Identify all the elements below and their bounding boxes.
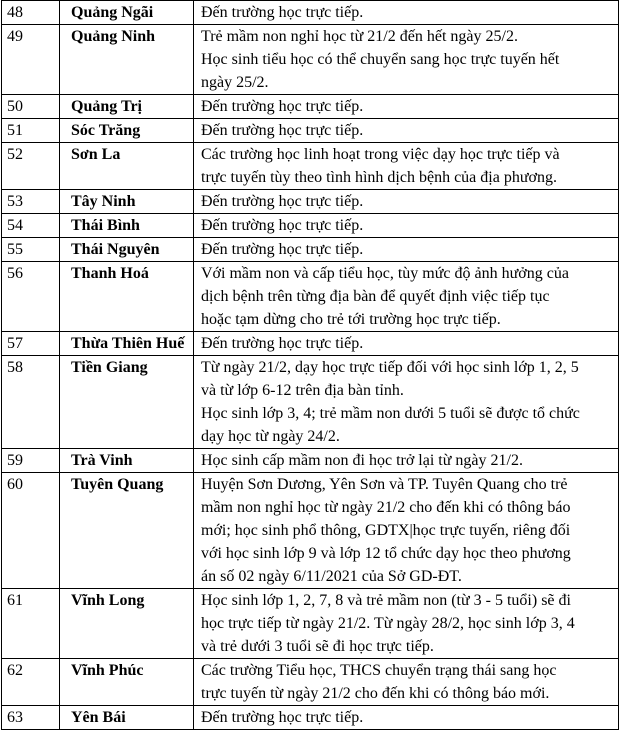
province-name: Trà Vinh <box>60 449 194 473</box>
row-number: 63 <box>2 706 60 730</box>
note-line: Đến trường học trực tiếp. <box>201 217 364 234</box>
province-name: Yên Bái <box>60 706 194 730</box>
note-line: trực tuyến từ ngày 21/2 cho đến khi có thông báo mới. <box>201 685 550 702</box>
note-line: dạy học từ ngày 24/2. <box>201 428 340 445</box>
table-row <box>2 332 619 356</box>
table-row <box>2 1 619 25</box>
province-name: Quảng Ngãi <box>60 1 194 25</box>
table-row <box>2 473 619 589</box>
note-line: Học sinh cấp mầm non đi học trở lại từ ngày 21/2. <box>201 452 523 469</box>
schedule-note <box>194 473 619 589</box>
note-line: trực tuyến tùy theo tình hình dịch bệnh của địa phương. <box>201 169 557 186</box>
row-number: 49 <box>2 25 60 95</box>
schedule-note <box>194 25 619 95</box>
note-line: Học sinh lớp 1, 2, 7, 8 và trẻ mầm non (từ 3 - 5 tuổi) sẽ đi <box>201 592 571 609</box>
note-line: ngày 25/2. <box>201 74 269 91</box>
row-number: 48 <box>2 1 60 25</box>
schedule-note <box>194 95 619 119</box>
note-line: mới; học sinh phổ thông, GDTX|học trực tuyến, riêng đối <box>201 522 571 539</box>
table-row <box>2 190 619 214</box>
province-name: Tuyên Quang <box>60 473 194 589</box>
note-line: dịch bệnh trên từng địa bàn để quyết định việc tiếp tục <box>201 288 550 305</box>
note-line: Các trường học linh hoạt trong việc dạy học trực tiếp và <box>201 146 560 163</box>
note-line: hoặc tạm dừng cho trẻ tới trường học trực tiếp. <box>201 311 501 328</box>
note-line: Học sinh tiểu học có thể chuyển sang học trực tuyến hết <box>201 51 560 68</box>
table-row <box>2 659 619 706</box>
schedule-note <box>194 143 619 190</box>
row-number: 62 <box>2 659 60 706</box>
table-row <box>2 95 619 119</box>
row-number: 55 <box>2 238 60 262</box>
table-row <box>2 449 619 473</box>
row-number: 50 <box>2 95 60 119</box>
schedule-note <box>194 238 619 262</box>
table-row <box>2 143 619 190</box>
table-row <box>2 706 619 730</box>
schedule-note <box>194 214 619 238</box>
note-line: và từ lớp 6-12 trên địa bàn tỉnh. <box>201 382 404 399</box>
note-line: Huyện Sơn Dương, Yên Sơn và TP. Tuyên Quang cho trẻ <box>201 476 568 493</box>
province-name: Vĩnh Phúc <box>60 659 194 706</box>
schedule-note <box>194 262 619 332</box>
province-name: Thái Nguyên <box>60 238 194 262</box>
province-schedule-table <box>1 0 619 730</box>
schedule-note <box>194 449 619 473</box>
province-name: Tiền Giang <box>60 356 194 449</box>
row-number: 58 <box>2 356 60 449</box>
note-line: với học sinh lớp 9 và lớp 12 tổ chức dạy học theo phương <box>201 545 571 562</box>
table-row <box>2 214 619 238</box>
note-line: Đến trường học trực tiếp. <box>201 193 364 210</box>
province-name: Quảng Trị <box>60 95 194 119</box>
row-number: 52 <box>2 143 60 190</box>
table-row <box>2 25 619 95</box>
province-name: Sóc Trăng <box>60 119 194 143</box>
table-row <box>2 589 619 659</box>
note-line: Đến trường học trực tiếp. <box>201 241 364 258</box>
note-line: Học sinh lớp 3, 4; trẻ mầm non dưới 5 tuổi sẽ được tổ chức <box>201 405 580 422</box>
row-number: 51 <box>2 119 60 143</box>
note-line: Trẻ mầm non nghỉ học từ 21/2 đến hết ngày 25/2. <box>201 28 518 45</box>
table-row <box>2 238 619 262</box>
row-number: 56 <box>2 262 60 332</box>
schedule-note <box>194 356 619 449</box>
province-name: Thừa Thiên Huế <box>60 332 194 356</box>
table-row <box>2 262 619 332</box>
province-name: Thanh Hoá <box>60 262 194 332</box>
note-line: Từ ngày 21/2, dạy học trực tiếp đối với học sinh lớp 1, 2, 5 <box>201 359 579 376</box>
row-number: 61 <box>2 589 60 659</box>
province-name: Vĩnh Long <box>60 589 194 659</box>
note-line: Đến trường học trực tiếp. <box>201 709 364 726</box>
note-line: và trẻ dưới 3 tuổi sẽ đi học trực tiếp. <box>201 638 434 655</box>
province-name: Thái Bình <box>60 214 194 238</box>
row-number: 53 <box>2 190 60 214</box>
schedule-note <box>194 659 619 706</box>
schedule-note <box>194 190 619 214</box>
province-name: Quảng Ninh <box>60 25 194 95</box>
note-line: Với mầm non và cấp tiểu học, tùy mức độ ảnh hưởng của <box>201 265 569 282</box>
schedule-note <box>194 589 619 659</box>
schedule-note <box>194 332 619 356</box>
table-body <box>2 1 619 730</box>
row-number: 59 <box>2 449 60 473</box>
schedule-note <box>194 119 619 143</box>
schedule-note <box>194 706 619 730</box>
row-number: 57 <box>2 332 60 356</box>
table-row <box>2 356 619 449</box>
row-number: 54 <box>2 214 60 238</box>
note-line: mầm non nghỉ học từ ngày 21/2 cho đến khi có thông báo <box>201 499 571 516</box>
province-name: Sơn La <box>60 143 194 190</box>
row-number: 60 <box>2 473 60 589</box>
note-line: Đến trường học trực tiếp. <box>201 335 364 352</box>
note-line: Các trường Tiểu học, THCS chuyển trạng thái sang học <box>201 662 557 679</box>
note-line: học trực tiếp từ ngày 21/2. Từ ngày 28/2, học sinh lớp 3, 4 <box>201 615 575 632</box>
province-name: Tây Ninh <box>60 190 194 214</box>
note-line: án số 02 ngày 6/11/2021 của Sở GD-ĐT. <box>201 568 462 585</box>
note-line: Đến trường học trực tiếp. <box>201 122 364 139</box>
table-row <box>2 119 619 143</box>
note-line: Đến trường học trực tiếp. <box>201 4 364 21</box>
schedule-note <box>194 1 619 25</box>
note-line: Đến trường học trực tiếp. <box>201 98 364 115</box>
